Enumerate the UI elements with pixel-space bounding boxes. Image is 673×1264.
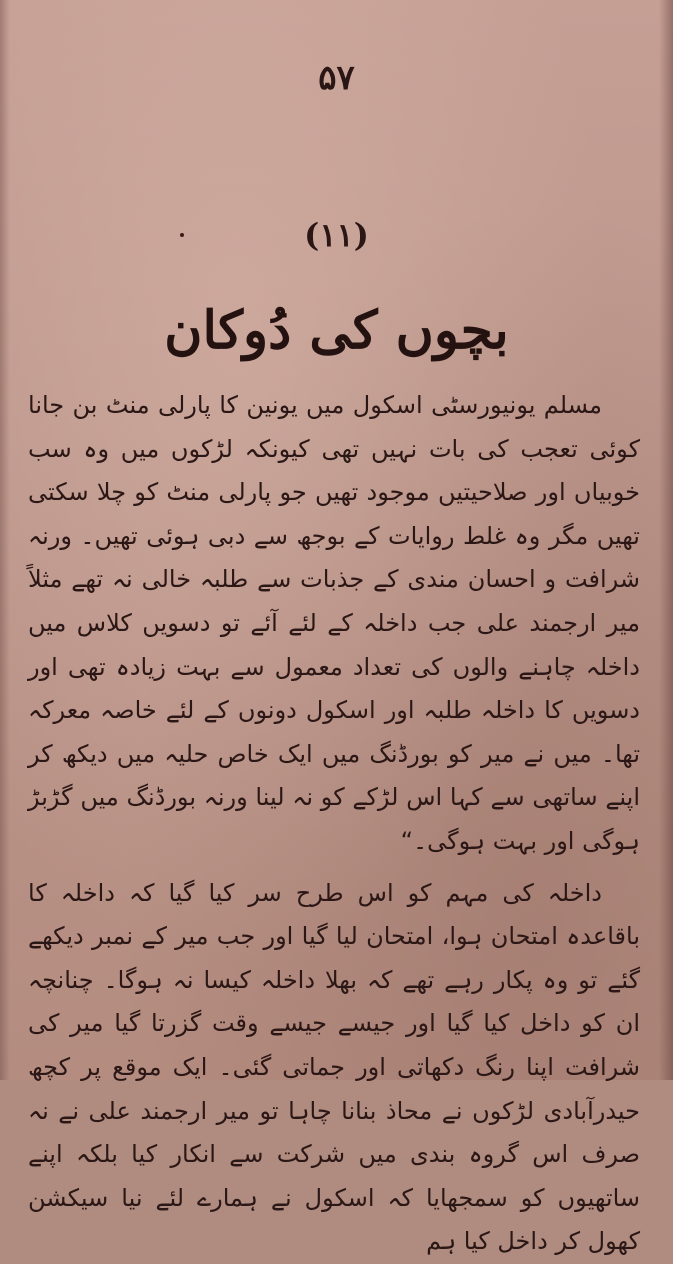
chapter-title: بچوں کی دُوکان: [164, 300, 509, 361]
paragraph-1: مسلم یونیورسٹی اسکول میں یونین کا پارلی منٹ بن جانا کوئی تعجب کی بات نہیں تھی کیونکہ لڑکوں میں وہ سب خوبیاں اور صلاحیتیں موجود تھیں جو پارلی منٹ کو چلا سکتی تھیں مگر وہ غلط روایات کے بوجھ سے دبی ہوئی تھیں۔ ورنہ شرافت و احسان مندی کے جذبات سے طلبہ خالی نہ تھے مثلاً میر ارجمند علی جب داخلہ کے لئے آئے تو دسویں کلاس میں داخلہ چاہنے والوں کی تعداد معمول سے بہت زیادہ تھی اور دسویں کا داخلہ طلبہ اور اسکول دونوں کے لئے خاصہ معرکہ تھا۔ میں نے میر کو بورڈنگ میں ایک خاص حلیہ میں دیکھ کر اپنے ساتھی سے کہا اس لڑکے کو نہ لینا ورنہ بورڈنگ میں گڑبڑ ہوگی اور بہت ہوگی۔“: [28, 391, 640, 855]
body-text: [28, 384, 640, 1264]
paragraph-2: داخلہ کی مہم کو اس طرح سر کیا گیا کہ داخلہ کا باقاعدہ امتحان ہوا، امتحان لیا گیا اور جب میر کے نمبر دیکھے گئے تو وہ پکار رہے تھے کہ بھلا داخلہ کیسا نہ ہوگا۔ چنانچہ ان کو داخل کیا گیا اور جیسے جیسے وقت گزرتا گیا میر کی شرافت اپنا رنگ دکھاتی اور جماتی گئی۔ ایک موقع پر کچھ حیدرآبادی لڑکوں نے محاذ بنانا چاہا تو میر ارجمند علی نے نہ صرف اس گروہ بندی میں شرکت سے انکار کیا بلکہ اپنے ساتھیوں کو سمجھایا کہ اسکول نے ہمارے لئے نیا سیکشن کھول کر داخل کیا ہم: [28, 878, 640, 1256]
chapter-number: (۱۱): [304, 216, 369, 254]
page-edge-shadow-left: [0, 0, 10, 1080]
page-number: ۵۷: [318, 58, 355, 98]
page-edge-shadow-right: [659, 0, 673, 1080]
